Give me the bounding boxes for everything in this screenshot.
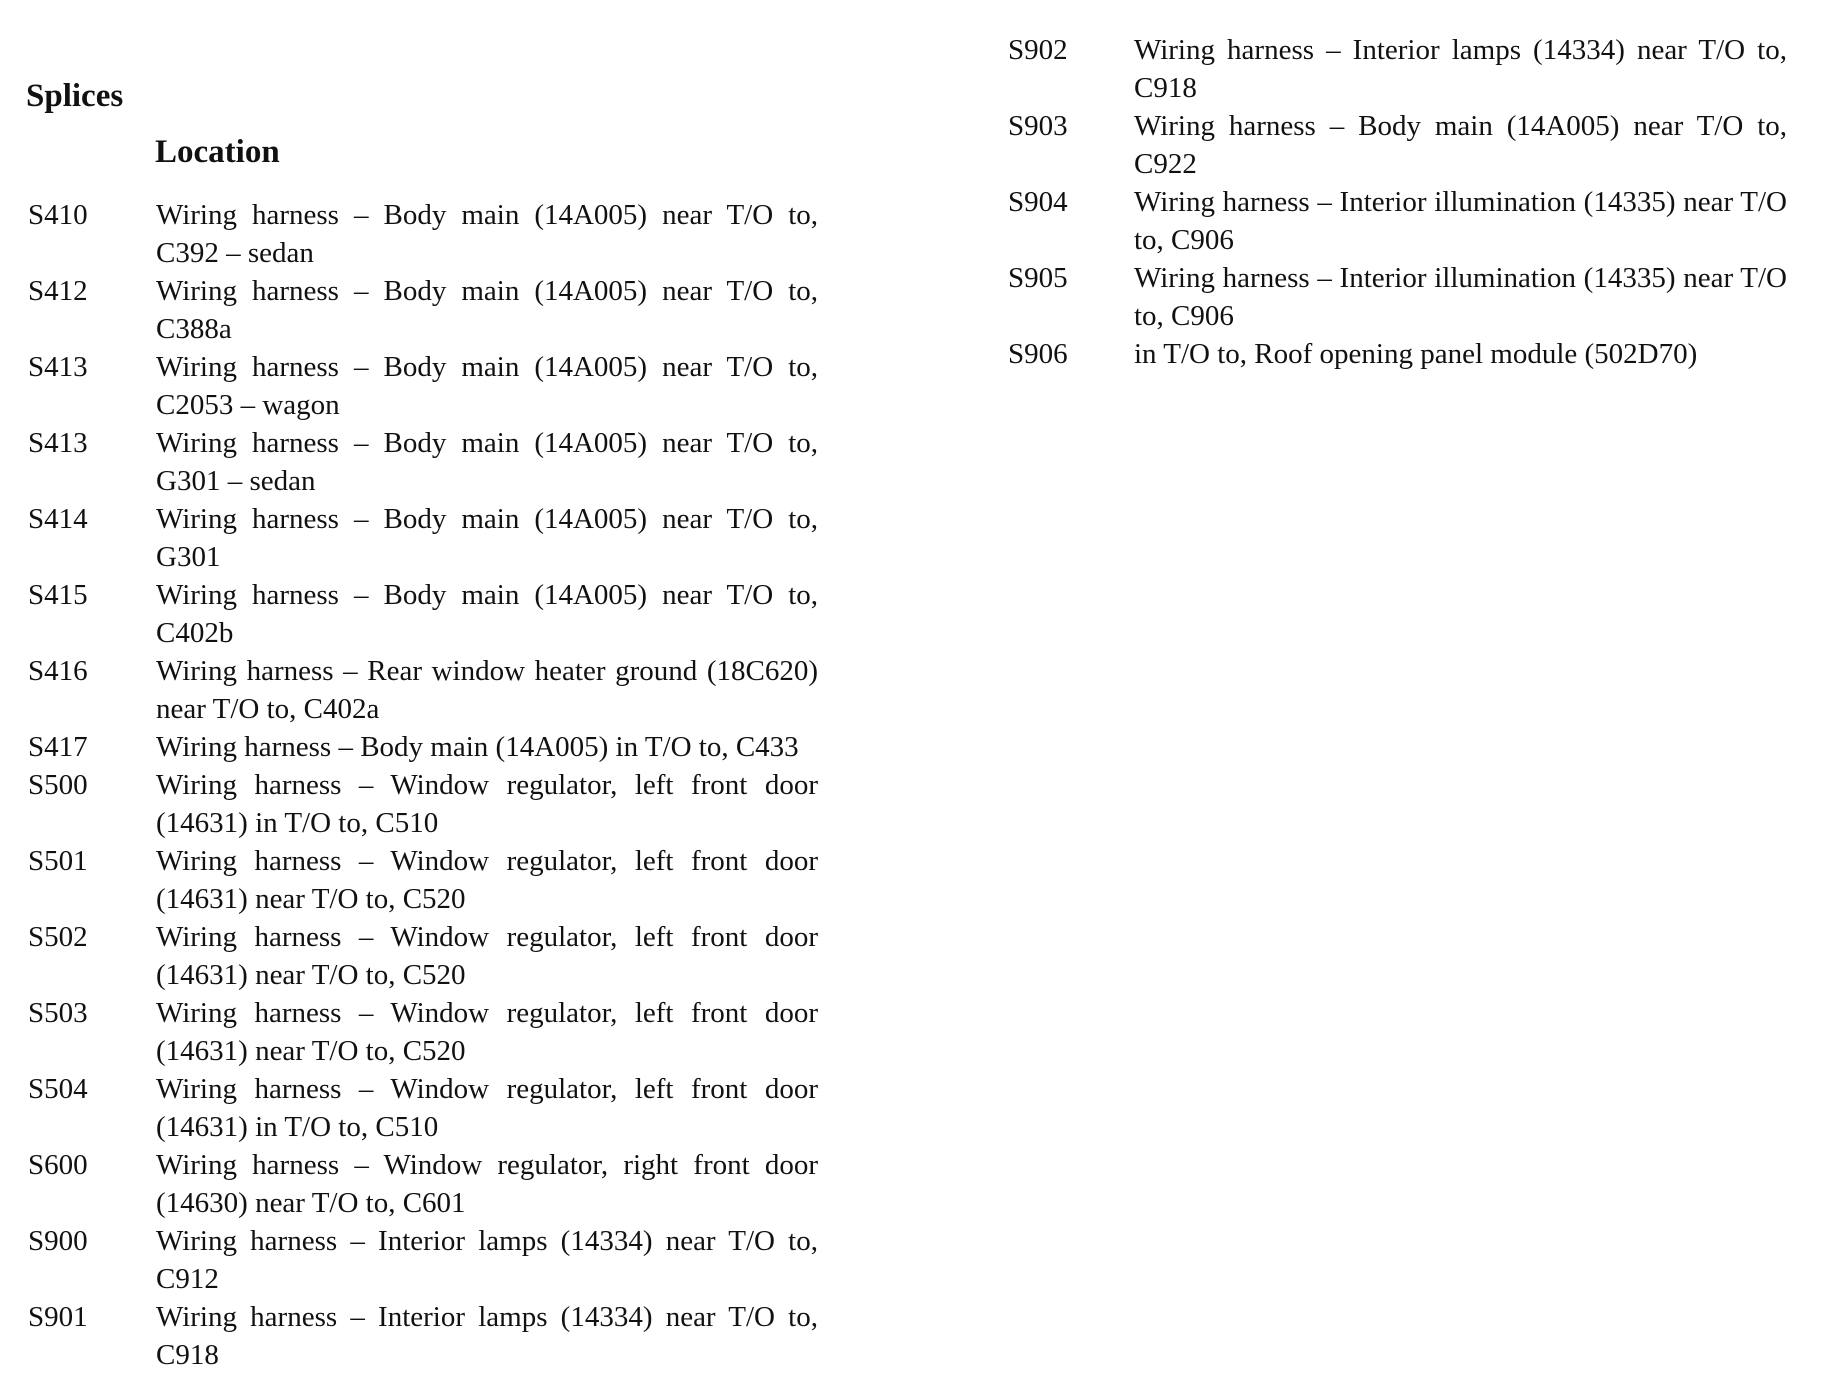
splice-entry [28,842,828,918]
splice-entry [28,424,828,500]
splice-entry [1008,259,1798,335]
splice-entry [28,766,828,842]
splice-code: S901 [28,1301,88,1333]
splice-code: S501 [28,845,88,877]
splice-location: Wiring harness – Rear window heater ground (18C620) near T/O to, C402a [156,655,818,725]
splice-entry [28,994,828,1070]
splice-entry [28,652,828,728]
location-column-heading: Location [155,134,280,170]
splice-location: Wiring harness – Interior lamps (14334) near T/O to, C912 [156,1225,818,1295]
splice-code: S900 [28,1225,88,1257]
splice-entry [28,576,828,652]
splice-code: S413 [28,427,88,459]
splice-location: Wiring harness – Body main (14A005) near T/O to, G301 – sedan [156,427,818,497]
splice-code: S502 [28,921,88,953]
splice-location: Wiring harness – Body main (14A005) near T/O to, C388a [156,275,818,345]
splice-location: Wiring harness – Interior lamps (14334) near T/O to, C918 [156,1301,818,1371]
splice-code: S904 [1008,186,1068,218]
splice-location: Wiring harness – Window regulator, left front door (14631) near T/O to, C520 [156,921,818,991]
splice-location: Wiring harness – Window regulator, left front door (14631) in T/O to, C510 [156,769,818,839]
splice-entry [1008,183,1798,259]
splice-location: Wiring harness – Window regulator, left front door (14631) near T/O to, C520 [156,845,818,915]
splice-location: Wiring harness – Interior lamps (14334) near T/O to, C918 [1134,34,1787,104]
left-column [28,196,828,1374]
splice-location: Wiring harness – Body main (14A005) near T/O to, G301 [156,503,818,573]
right-column [1008,31,1798,373]
splice-code: S905 [1008,262,1068,294]
splice-entry [28,728,828,766]
splice-entry [1008,335,1798,373]
splice-location: Wiring harness – Body main (14A005) near T/O to, C392 – sedan [156,199,818,269]
splice-location: in T/O to, Roof opening panel module (502D70) [1134,338,1698,370]
splice-location: Wiring harness – Body main (14A005) near T/O to, C2053 – wagon [156,351,818,421]
splice-code: S906 [1008,338,1068,370]
splice-code: S415 [28,579,88,611]
splice-location: Wiring harness – Interior illumination (14335) near T/O to, C906 [1134,262,1787,332]
splice-entry [28,1146,828,1222]
splice-code: S410 [28,199,88,231]
splice-code: S903 [1008,110,1068,142]
splice-code: S412 [28,275,88,307]
splice-location: Wiring harness – Body main (14A005) near T/O to, C402b [156,579,818,649]
splice-location: Wiring harness – Window regulator, left front door (14631) near T/O to, C520 [156,997,818,1067]
splice-code: S416 [28,655,88,687]
splice-code: S414 [28,503,88,535]
page-title: Splices [26,78,124,114]
splice-code: S503 [28,997,88,1029]
splice-entry [1008,107,1798,183]
splice-code: S500 [28,769,88,801]
splice-entry [28,1298,828,1374]
splice-entry [1008,31,1798,107]
splice-location: Wiring harness – Body main (14A005) near T/O to, C922 [1134,110,1787,180]
splice-entry [28,272,828,348]
splice-code: S417 [28,731,88,763]
splice-location: Wiring harness – Body main (14A005) in T/O to, C433 [156,731,799,763]
splice-location: Wiring harness – Window regulator, left front door (14631) in T/O to, C510 [156,1073,818,1143]
splice-entry [28,1222,828,1298]
splice-entry [28,500,828,576]
splice-entry [28,348,828,424]
splice-code: S413 [28,351,88,383]
splice-entry [28,196,828,272]
splice-code: S600 [28,1149,88,1181]
splice-location: Wiring harness – Interior illumination (14335) near T/O to, C906 [1134,186,1787,256]
splice-code: S902 [1008,34,1068,66]
splice-location: Wiring harness – Window regulator, right front door (14630) near T/O to, C601 [156,1149,818,1219]
splice-entry [28,918,828,994]
splice-code: S504 [28,1073,88,1105]
splice-entry [28,1070,828,1146]
